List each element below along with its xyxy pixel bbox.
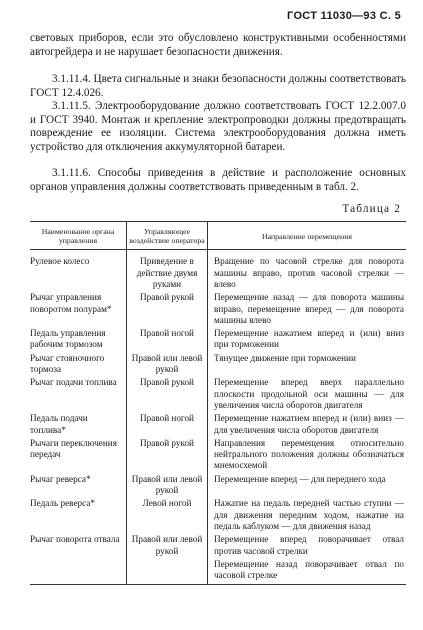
cell-action: Правой рукой: [127, 377, 208, 413]
table-caption: Таблица 2: [342, 203, 401, 215]
cell-control: Педаль управления рабочим тормозом: [30, 328, 106, 350]
cell-control: [30, 559, 127, 585]
table-row: [30, 534, 406, 559]
table-row: [30, 250, 406, 292]
cell-control: Рычаги переключения передач: [30, 437, 117, 460]
table-row: [30, 413, 406, 438]
cell-direction: Перемещение назад — для поворота машины вправо, перемещение вперед — для поворота машины влево: [214, 292, 404, 325]
cell-direction: Нажатие на педаль передней частью ступни — для движения передним ходом, нажатие на педаль каблуком — для движения назад: [214, 498, 404, 531]
table-row: [30, 292, 406, 328]
cell-action: Правой рукой: [127, 292, 208, 328]
cell-direction: Перемещение нажатием вперед и (или) вниз — для увеличения числа оборотов двигателя: [214, 413, 404, 435]
header-control: Наименование органа управления: [30, 222, 127, 250]
table-row: [30, 328, 406, 353]
cell-action: [127, 559, 208, 585]
cell-action: Правой или левой рукой: [127, 474, 208, 499]
paragraph-3-1-11-4: 3.1.11.4. Цвета сигнальные и знаки безопасности должны соответствовать ГОСТ 12.4.026.: [30, 73, 406, 99]
cell-direction: Тянущее движение при торможении: [214, 352, 356, 363]
page-header: ГОСТ 11030—93 С. 5: [287, 10, 401, 22]
table-header-row: [30, 222, 406, 250]
table-row: [30, 353, 406, 378]
cell-action: Правой или левой рукой: [127, 534, 208, 559]
cell-direction: Направления перемещения относительно нейтрального положения должны обозначаться мнемосхемой: [214, 437, 404, 471]
cell-direction: Перемещение нажатием вперед и (или) вниз при торможении: [214, 328, 404, 350]
cell-action: Приведение в действие двумя руками: [127, 250, 208, 292]
controls-table: [30, 221, 406, 585]
cell-action: Левой ногой: [127, 498, 208, 534]
cell-direction: Вращение по часовой стрелке для поворота машины вправо, против часовой стрелки — влево: [214, 256, 404, 289]
cell-direction: Перемещение вперед вверх параллельно плоскости продольной оси машины — для увеличения числа оборотов двигателя: [214, 377, 404, 410]
header-action: Управляющее воздействие оператора: [127, 222, 208, 250]
table-row: [30, 474, 406, 499]
cell-control: Рычаг подачи топлива: [30, 377, 117, 388]
cell-action: Правой ногой: [127, 328, 208, 353]
table-row: [30, 559, 406, 585]
paragraph-3-1-11-6: 3.1.11.6. Способы приведения в действие и расположение основных органов управления должны соответствовать приведенным в табл. 2.: [30, 167, 406, 193]
paragraph-continuation: световых приборов, если это обусловлено конструктивными особенностями автогрейдера и не нарушает безопасности движения.: [30, 32, 406, 58]
cell-control: Педаль реверса*: [30, 498, 95, 509]
cell-control: Рычаг управления поворотом полурам*: [30, 292, 112, 314]
paragraph-3-1-11-5: 3.1.11.5. Электрооборудование должно соответствовать ГОСТ 12.2.007.0 и ГОСТ 3940. Монтаж и крепление электропроводки должны предотвращать повреждение ее изоляции. Система электрооборудования должна иметь устройство для отключения аккумуляторной батареи.: [30, 100, 406, 153]
cell-control: Рычаг стояночного тормоза: [30, 352, 105, 375]
cell-direction: Перемещение назад поворачивает отвал по часовой стрелке: [208, 559, 407, 585]
cell-action: Правой ногой: [127, 413, 208, 438]
cell-control: Рулевое колесо: [30, 256, 90, 267]
cell-direction: Перемещение вперед поворачивает отвал против часовой стрелки: [214, 534, 404, 556]
cell-control: Рычаг поворота отвала: [30, 534, 120, 545]
cell-control: Рычаг реверса*: [30, 473, 91, 484]
cell-action: Правой или левой рукой: [127, 353, 208, 378]
table-row: [30, 377, 406, 413]
header-direction: Направление перемещения: [208, 222, 407, 250]
table-row: [30, 438, 406, 474]
table-row: [30, 498, 406, 534]
cell-direction: Перемещение вперед — для переднего хода: [214, 473, 386, 484]
cell-control: Педаль подачи топлива*: [30, 413, 88, 435]
cell-action: Правой рукой: [127, 438, 208, 474]
